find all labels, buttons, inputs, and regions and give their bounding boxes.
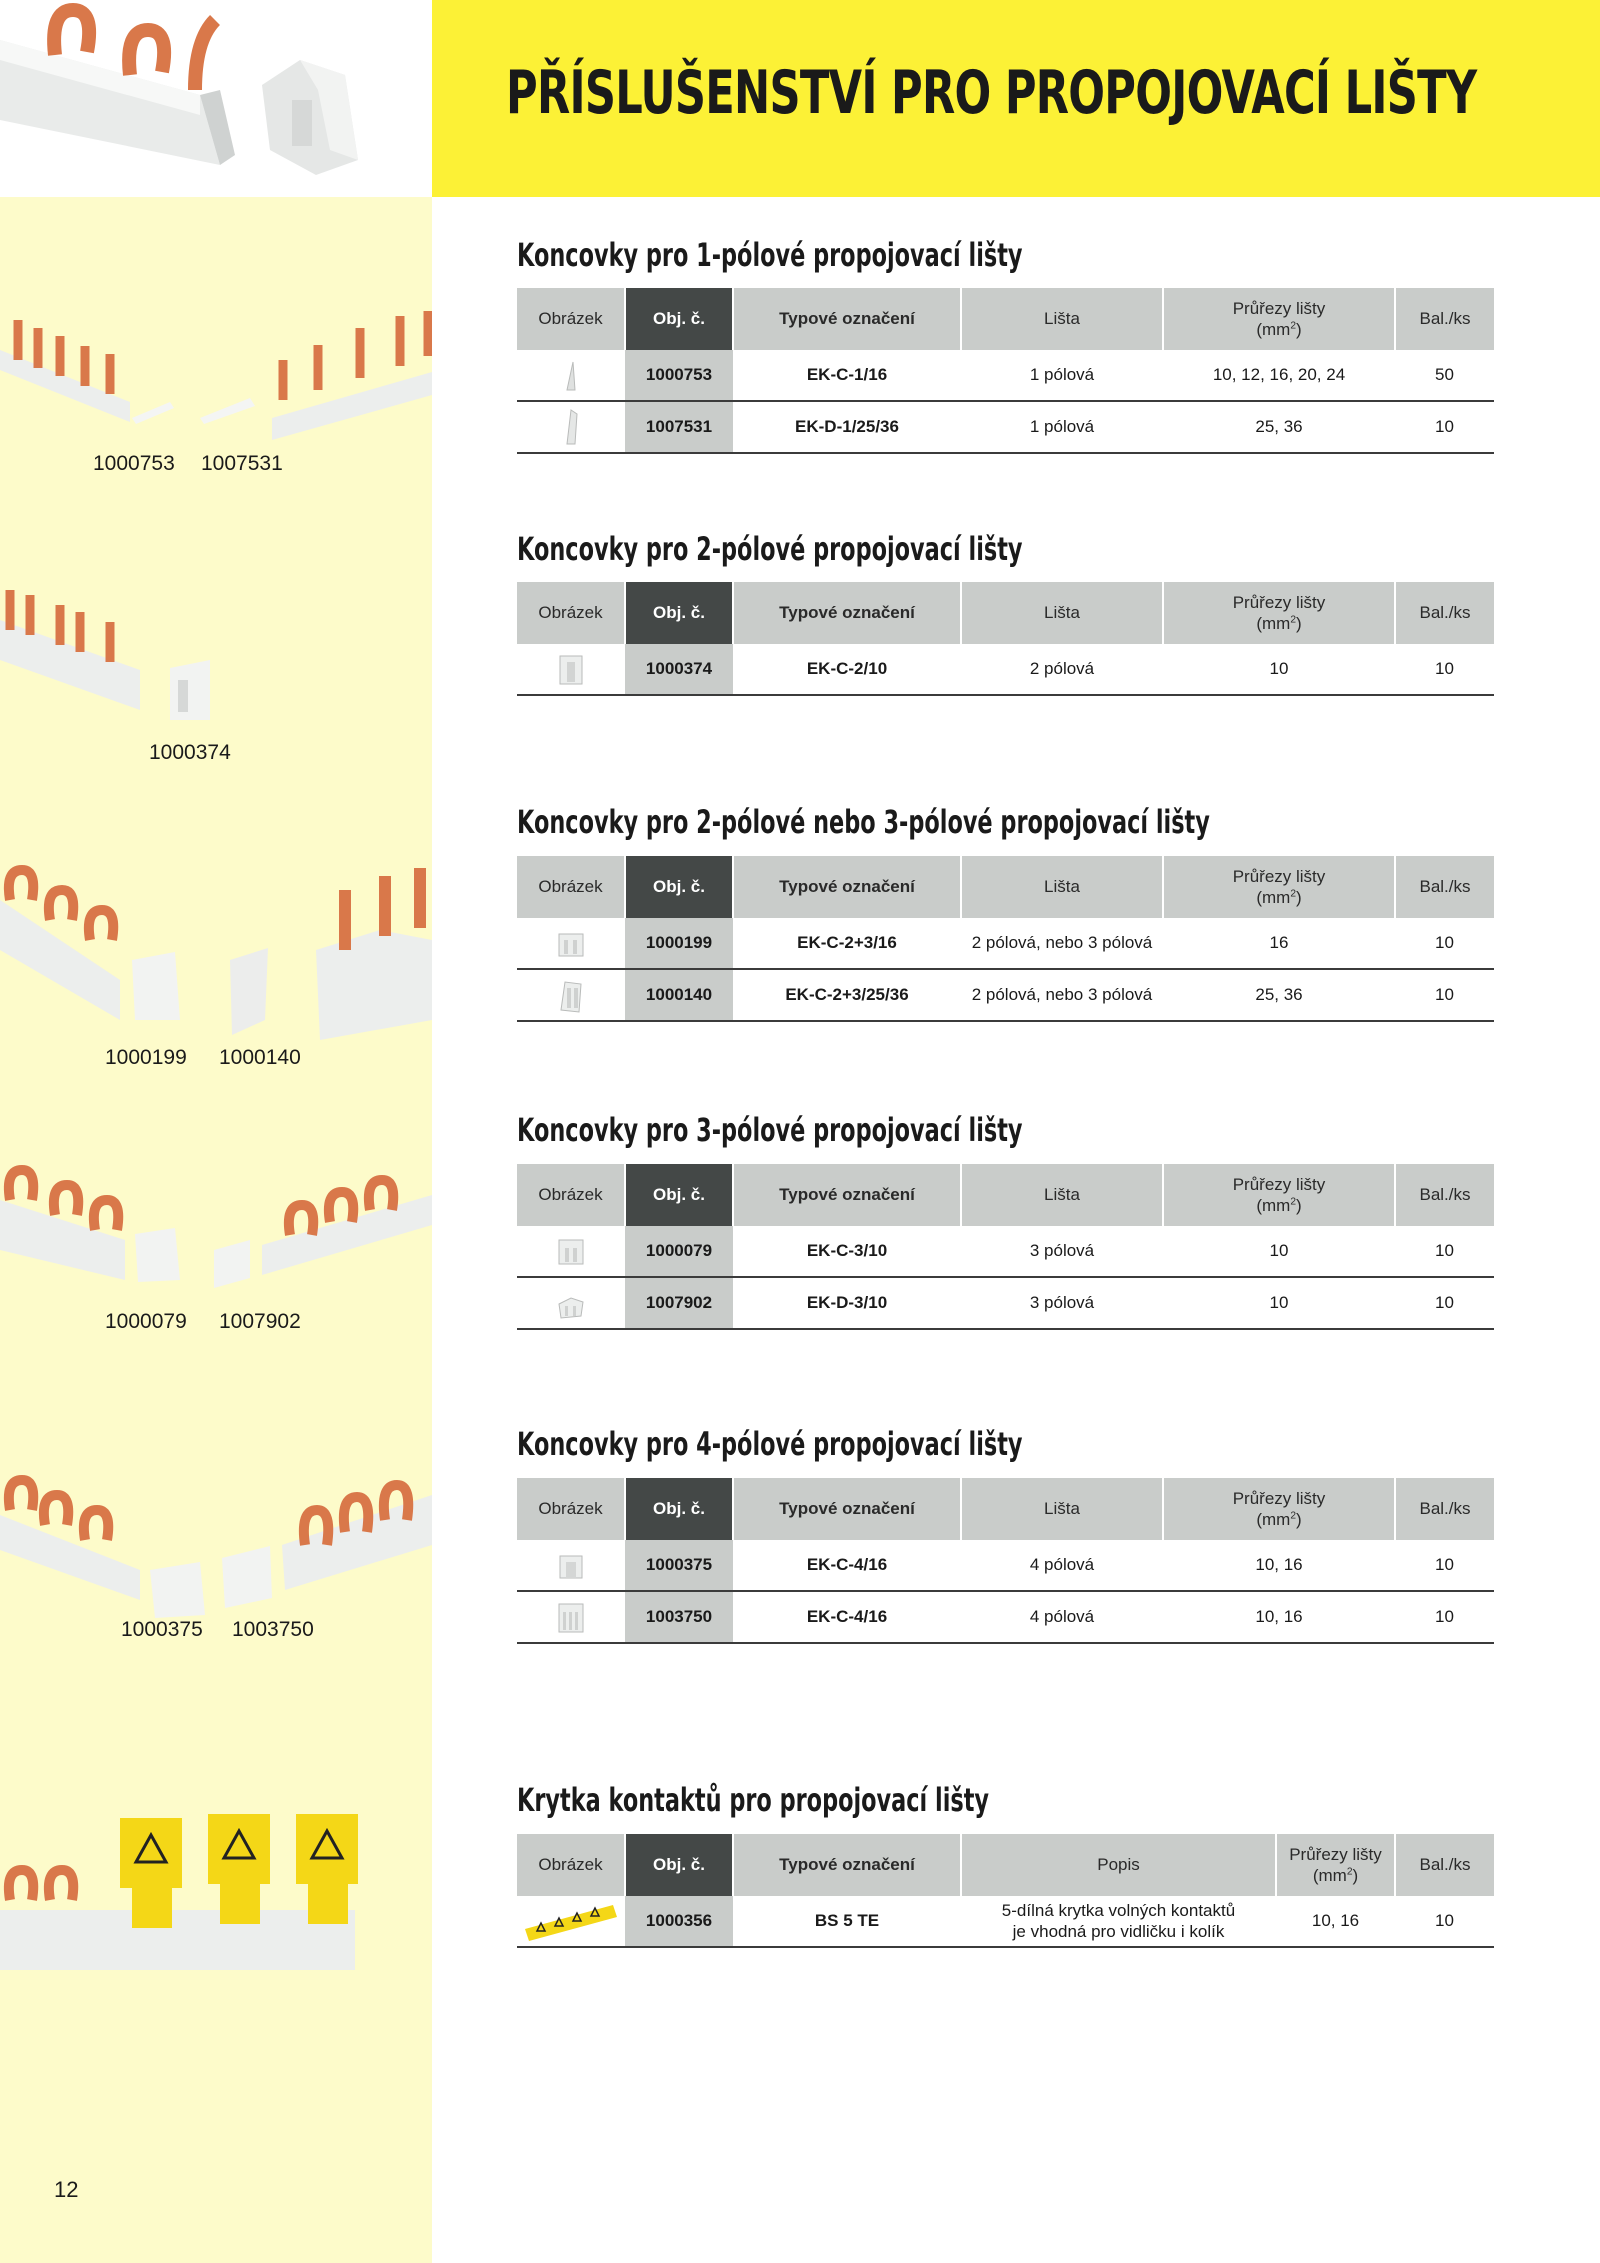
cross-section: 10 xyxy=(1163,1277,1395,1329)
header-image: Obrázek xyxy=(517,288,625,350)
header-bar: Lišta xyxy=(961,1164,1163,1226)
bar-type: 2 pólová, nebo 3 pólová xyxy=(961,918,1163,969)
bar-type: 4 pólová xyxy=(961,1591,1163,1643)
pack-qty: 10 xyxy=(1395,969,1494,1021)
bar-type: 2 pólová xyxy=(961,644,1163,695)
section-title: Krytka kontaktů pro propojovací lišty xyxy=(517,1781,990,1819)
table-row xyxy=(517,918,1494,969)
header-obj: Obj. č. xyxy=(625,288,733,350)
header-bar: Lišta xyxy=(961,582,1163,644)
table-row xyxy=(517,1540,1494,1591)
header-type: Typové označení xyxy=(733,1834,961,1896)
product-image-4-pole xyxy=(0,1450,432,1620)
header-pack: Bal./ks xyxy=(1395,856,1494,918)
header-cross: Průřezy lišty $(mm^2)$ xyxy=(1163,1164,1395,1226)
cross-section: 10 xyxy=(1163,644,1395,695)
type-code: EK-C-4/16 xyxy=(733,1540,961,1591)
table-row xyxy=(517,350,1494,401)
type-code: EK-D-1/25/36 xyxy=(733,401,961,453)
product-image-1-pole xyxy=(0,290,432,440)
header-type: Typové označení xyxy=(733,288,961,350)
header-desc: Popis xyxy=(961,1834,1276,1896)
table-row xyxy=(517,1277,1494,1329)
product-table xyxy=(517,856,1494,1022)
side-label: 1000374 xyxy=(149,741,231,764)
pack-qty: 10 xyxy=(1395,1226,1494,1277)
header-cross: Průřezy lišty $(mm^2)$ xyxy=(1163,288,1395,350)
product-thumbnail xyxy=(517,1591,625,1643)
pack-qty: 10 xyxy=(1395,1277,1494,1329)
table-row xyxy=(517,644,1494,695)
table-row xyxy=(517,1226,1494,1277)
pack-qty: 10 xyxy=(1395,1591,1494,1643)
table-row xyxy=(517,969,1494,1021)
table-header xyxy=(517,856,1494,918)
obj-number: 1007531 xyxy=(625,401,733,453)
type-code: EK-C-4/16 xyxy=(733,1591,961,1643)
header-cross: Průřezy lišty $(mm^2)$ xyxy=(1163,1478,1395,1540)
section-title: Koncovky pro 1-pólové propojovací lišty xyxy=(517,236,1023,274)
side-label: 1000079 xyxy=(105,1310,187,1333)
section-title: Koncovky pro 2-pólové nebo 3-pólové propojovací lišty xyxy=(517,803,1210,841)
product-image-contact-cover xyxy=(0,1800,432,1980)
product-table xyxy=(517,1834,1494,1948)
product-thumbnail xyxy=(517,1896,625,1947)
type-code: EK-D-3/10 xyxy=(733,1277,961,1329)
cross-section: 10 xyxy=(1163,1226,1395,1277)
table-header xyxy=(517,1478,1494,1540)
header-type: Typové označení xyxy=(733,856,961,918)
table-row xyxy=(517,401,1494,453)
header-pack: Bal./ks xyxy=(1395,582,1494,644)
obj-number: 1000199 xyxy=(625,918,733,969)
header-bar: Lišta xyxy=(961,1478,1163,1540)
product-thumbnail xyxy=(517,969,625,1021)
header-cross: Průřezy lišty $(mm^2)$ xyxy=(1163,856,1395,918)
header-image: Obrázek xyxy=(517,856,625,918)
page-title: PŘÍSLUŠENSTVÍ PRO PROPOJOVACÍ LIŠTY xyxy=(506,58,1477,128)
header-type: Typové označení xyxy=(733,1164,961,1226)
cross-section: 16 xyxy=(1163,918,1395,969)
side-label: 1000140 xyxy=(219,1046,301,1069)
side-label: 1007531 xyxy=(201,452,283,475)
cross-section: 25, 36 xyxy=(1163,969,1395,1021)
obj-number: 1000753 xyxy=(625,350,733,401)
bar-type: 1 pólová xyxy=(961,401,1163,453)
header-cross: Průřezy lišty $(mm^2)$ xyxy=(1276,1834,1395,1896)
header-obj: Obj. č. xyxy=(625,1478,733,1540)
section-title: Koncovky pro 2-pólové propojovací lišty xyxy=(517,530,1023,568)
section-title: Koncovky pro 4-pólové propojovací lišty xyxy=(517,1425,1023,1463)
type-code: BS 5 TE xyxy=(733,1896,961,1947)
pack-qty: 10 xyxy=(1395,918,1494,969)
header-type: Typové označení xyxy=(733,582,961,644)
table-header xyxy=(517,1834,1494,1896)
type-code: EK-C-2/10 xyxy=(733,644,961,695)
product-table xyxy=(517,582,1494,696)
product-table xyxy=(517,1164,1494,1330)
header-image: Obrázek xyxy=(517,1834,625,1896)
product-thumbnail xyxy=(517,644,625,695)
cross-section: 10, 16 xyxy=(1163,1591,1395,1643)
cross-section: 10, 16 xyxy=(1276,1896,1395,1947)
description: 5-dílná krytka volných kontaktů je vhodná pro vidličku i kolík xyxy=(961,1896,1276,1947)
side-label: 1000753 xyxy=(93,452,175,475)
table-row xyxy=(517,1896,1494,1947)
product-table xyxy=(517,288,1494,454)
header-pack: Bal./ks xyxy=(1395,288,1494,350)
side-label: 1003750 xyxy=(232,1618,314,1641)
side-label: 1007902 xyxy=(219,1310,301,1333)
cross-section: 10, 16 xyxy=(1163,1540,1395,1591)
product-thumbnail xyxy=(517,401,625,453)
product-image-2-pole xyxy=(0,580,432,720)
page-number: 12 xyxy=(54,2177,79,2202)
obj-number: 1000140 xyxy=(625,969,733,1021)
product-thumbnail xyxy=(517,1540,625,1591)
obj-number: 1000356 xyxy=(625,1896,733,1947)
header-obj: Obj. č. xyxy=(625,856,733,918)
table-row xyxy=(517,1591,1494,1643)
pack-qty: 10 xyxy=(1395,644,1494,695)
bar-type: 3 pólová xyxy=(961,1226,1163,1277)
side-label: 1000375 xyxy=(121,1618,203,1641)
table-header xyxy=(517,288,1494,350)
product-image-2-3-pole xyxy=(0,840,432,1040)
type-code: EK-C-3/10 xyxy=(733,1226,961,1277)
product-thumbnail xyxy=(517,1226,625,1277)
header-obj: Obj. č. xyxy=(625,1164,733,1226)
header-obj: Obj. č. xyxy=(625,582,733,644)
header-image: Obrázek xyxy=(517,582,625,644)
header-pack: Bal./ks xyxy=(1395,1834,1494,1896)
bar-type: 2 pólová, nebo 3 pólová xyxy=(961,969,1163,1021)
product-thumbnail xyxy=(517,918,625,969)
top-product-photo xyxy=(0,0,432,197)
obj-number: 1000079 xyxy=(625,1226,733,1277)
type-code: EK-C-1/16 xyxy=(733,350,961,401)
table-header xyxy=(517,1164,1494,1226)
obj-number: 1007902 xyxy=(625,1277,733,1329)
header-cross: Průřezy lišty $(mm^2)$ xyxy=(1163,582,1395,644)
pack-qty: 10 xyxy=(1395,1540,1494,1591)
cross-section: 25, 36 xyxy=(1163,401,1395,453)
table-header xyxy=(517,582,1494,644)
product-table xyxy=(517,1478,1494,1644)
header-bar: Lišta xyxy=(961,288,1163,350)
header-pack: Bal./ks xyxy=(1395,1164,1494,1226)
pack-qty: 10 xyxy=(1395,1896,1494,1947)
product-image-3-pole xyxy=(0,1150,432,1300)
header-bar: Lišta xyxy=(961,856,1163,918)
header-type: Typové označení xyxy=(733,1478,961,1540)
bar-type: 4 pólová xyxy=(961,1540,1163,1591)
section-title: Koncovky pro 3-pólové propojovací lišty xyxy=(517,1111,1023,1149)
header-image: Obrázek xyxy=(517,1478,625,1540)
side-label: 1000199 xyxy=(105,1046,187,1069)
type-code: EK-C-2+3/25/36 xyxy=(733,969,961,1021)
bar-type: 3 pólová xyxy=(961,1277,1163,1329)
type-code: EK-C-2+3/16 xyxy=(733,918,961,969)
obj-number: 1003750 xyxy=(625,1591,733,1643)
product-thumbnail xyxy=(517,350,625,401)
bar-type: 1 pólová xyxy=(961,350,1163,401)
header-obj: Obj. č. xyxy=(625,1834,733,1896)
header-image: Obrázek xyxy=(517,1164,625,1226)
obj-number: 1000374 xyxy=(625,644,733,695)
cross-section: 10, 12, 16, 20, 24 xyxy=(1163,350,1395,401)
pack-qty: 10 xyxy=(1395,401,1494,453)
pack-qty: 50 xyxy=(1395,350,1494,401)
product-thumbnail xyxy=(517,1277,625,1329)
header-pack: Bal./ks xyxy=(1395,1478,1494,1540)
obj-number: 1000375 xyxy=(625,1540,733,1591)
